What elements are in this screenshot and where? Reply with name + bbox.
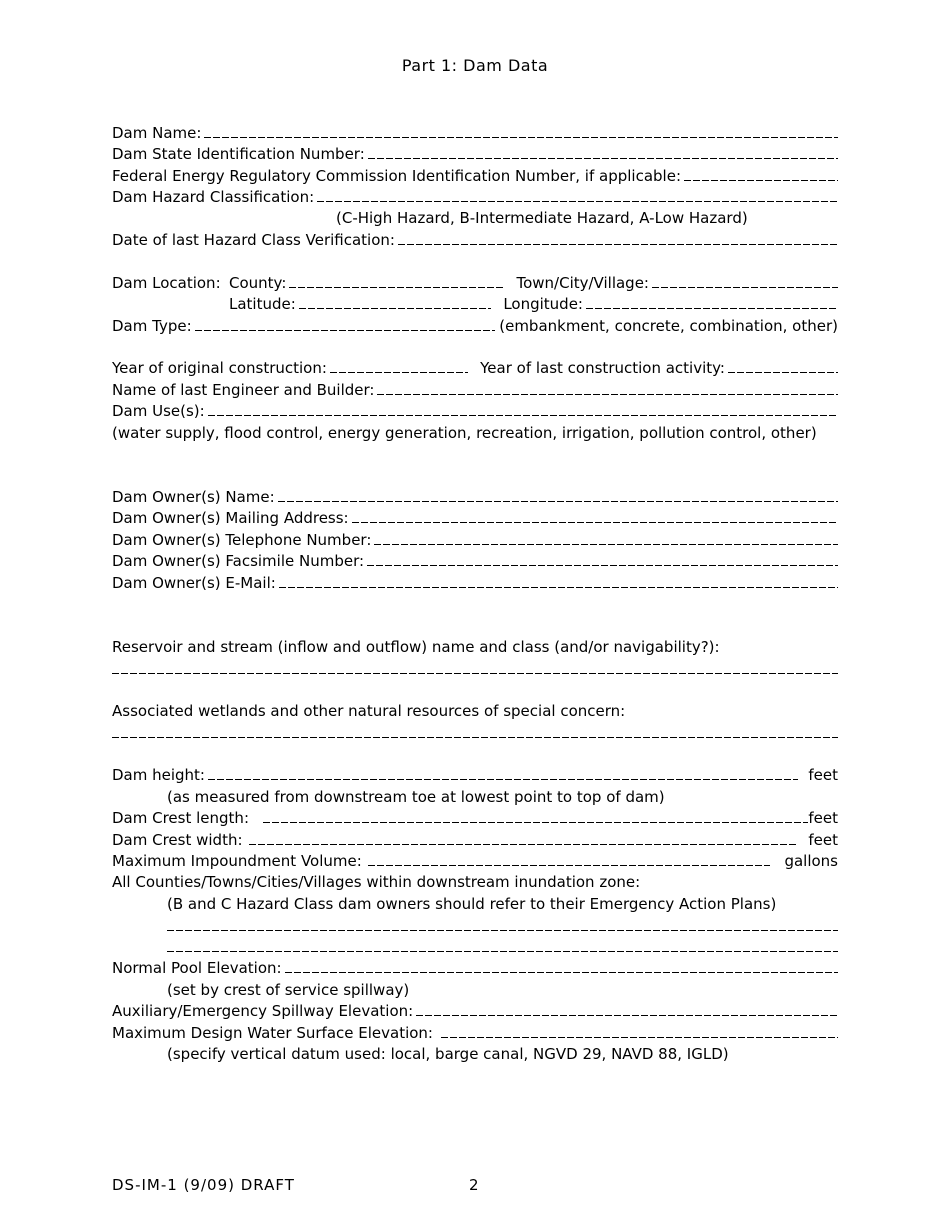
- county-label: County:: [229, 274, 287, 292]
- dam-height-row: [112, 762, 838, 784]
- dam-name-row: [112, 120, 838, 142]
- latitude-label: Latitude:: [229, 295, 296, 313]
- ferc-id-row: [112, 163, 838, 185]
- wetlands-answer-row: [112, 720, 838, 742]
- inundation-field-2[interactable]: [167, 939, 838, 952]
- county-field[interactable]: [289, 275, 504, 288]
- longitude-label: Longitude:: [503, 295, 583, 313]
- max-design-label: Maximum Design Water Surface Elevation:: [112, 1024, 433, 1042]
- year-last-label: Year of last construction activity:: [480, 359, 725, 377]
- dam-name-label: Dam Name:: [112, 124, 202, 142]
- hazard-class-label: Dam Hazard Classification:: [112, 188, 315, 206]
- owner-email-row: [112, 570, 838, 592]
- page-title: Part 1: Dam Data: [401, 56, 549, 75]
- max-design-row: [112, 1020, 838, 1042]
- coordinates-row: [112, 291, 838, 313]
- inundation-field-1[interactable]: [167, 918, 838, 931]
- wetlands-row: [112, 698, 838, 720]
- crest-width-unit: feet: [808, 831, 838, 849]
- town-field[interactable]: [652, 275, 838, 288]
- owner-fax-label: Dam Owner(s) Facsimile Number:: [112, 552, 365, 570]
- inundation-note-row: [167, 891, 838, 913]
- crest-length-row: [112, 805, 838, 827]
- state-id-row: [112, 141, 838, 163]
- inundation-answer-row-1: [167, 913, 838, 935]
- crest-width-row: [112, 827, 838, 849]
- owner-address-field[interactable]: [352, 510, 838, 523]
- engineer-label: Name of last Engineer and Builder:: [112, 381, 375, 399]
- inundation-note: (B and C Hazard Class dam owners should refer to their Emergency Action Plans): [167, 895, 777, 913]
- wetlands-label: Associated wetlands and other natural resources of special concern:: [112, 702, 626, 720]
- aux-spillway-field[interactable]: [416, 1003, 838, 1016]
- use-options-row: [112, 420, 838, 442]
- longitude-field[interactable]: [586, 296, 838, 309]
- crest-length-unit: feet: [808, 809, 838, 827]
- dam-type-label: Dam Type:: [112, 317, 192, 335]
- hazard-verification-row: [112, 227, 838, 249]
- reservoir-answer-row: [112, 656, 838, 678]
- latitude-field[interactable]: [299, 296, 492, 309]
- location-row: [112, 270, 838, 292]
- year-original-label: Year of original construction:: [112, 359, 327, 377]
- engineer-field[interactable]: [377, 382, 838, 395]
- pool-elevation-row: [112, 955, 838, 977]
- wetlands-field[interactable]: [112, 725, 838, 738]
- engineer-row: [112, 377, 838, 399]
- owner-phone-field[interactable]: [374, 532, 838, 545]
- owner-name-field[interactable]: [278, 489, 838, 502]
- hazard-verification-label: Date of last Hazard Class Verification:: [112, 231, 395, 249]
- pool-note: (set by crest of service spillway): [167, 981, 410, 999]
- ferc-id-field[interactable]: [684, 168, 838, 181]
- inundation-label: All Counties/Towns/Cities/Villages within downstream inundation zone:: [112, 873, 641, 891]
- datum-note: (specify vertical datum used: local, barge canal, NGVD 29, NAVD 88, IGLD): [167, 1045, 729, 1063]
- owner-name-row: [112, 484, 838, 506]
- max-design-field[interactable]: [441, 1025, 838, 1038]
- hazard-verification-field[interactable]: [398, 232, 838, 245]
- hazard-class-field[interactable]: [317, 189, 838, 202]
- dam-type-row: [112, 313, 838, 335]
- owner-address-row: [112, 505, 838, 527]
- inundation-answer-row-2: [167, 934, 838, 956]
- page-number: 2: [469, 1176, 480, 1194]
- pool-note-row: [167, 977, 838, 999]
- year-last-field[interactable]: [728, 360, 838, 373]
- location-label: Dam Location:: [112, 274, 221, 292]
- owner-phone-label: Dam Owner(s) Telephone Number:: [112, 531, 372, 549]
- dam-use-row: [112, 398, 838, 420]
- aux-spillway-row: [112, 998, 838, 1020]
- dam-use-field[interactable]: [208, 403, 838, 416]
- dam-height-unit: feet: [808, 766, 838, 784]
- construction-years-row: [112, 355, 838, 377]
- owner-email-label: Dam Owner(s) E-Mail:: [112, 574, 276, 592]
- owner-email-field[interactable]: [279, 575, 838, 588]
- ferc-id-label: Federal Energy Regulatory Commission Identification Number, if applicable:: [112, 167, 681, 185]
- crest-length-label: Dam Crest length:: [112, 809, 249, 827]
- height-note-row: [167, 784, 838, 806]
- year-original-field[interactable]: [330, 360, 468, 373]
- height-note: (as measured from downstream toe at lowest point to top of dam): [167, 788, 665, 806]
- form-id: DS-IM-1 (9/09) DRAFT: [112, 1176, 295, 1194]
- town-label: Town/City/Village:: [516, 274, 649, 292]
- use-options-note: (water supply, flood control, energy generation, recreation, irrigation, pollution control, other): [112, 424, 817, 442]
- dam-use-label: Dam Use(s):: [112, 402, 205, 420]
- owner-address-label: Dam Owner(s) Mailing Address:: [112, 509, 349, 527]
- crest-width-label: Dam Crest width:: [112, 831, 243, 849]
- pool-elevation-field[interactable]: [285, 960, 838, 973]
- dam-name-field[interactable]: [204, 125, 838, 138]
- crest-width-field[interactable]: [249, 832, 799, 845]
- reservoir-field[interactable]: [112, 661, 838, 674]
- hazard-options-row: [336, 205, 838, 227]
- state-id-label: Dam State Identification Number:: [112, 145, 365, 163]
- owner-phone-row: [112, 527, 838, 549]
- impoundment-label: Maximum Impoundment Volume:: [112, 852, 362, 870]
- owner-name-label: Dam Owner(s) Name:: [112, 488, 275, 506]
- dam-type-options: (embankment, concrete, combination, other): [499, 317, 838, 335]
- impoundment-unit: gallons: [784, 852, 838, 870]
- inundation-row: [112, 869, 838, 891]
- state-id-field[interactable]: [368, 146, 838, 159]
- dam-height-field[interactable]: [208, 767, 798, 780]
- dam-type-field[interactable]: [195, 318, 496, 331]
- pool-elevation-label: Normal Pool Elevation:: [112, 959, 282, 977]
- dam-height-label: Dam height:: [112, 766, 205, 784]
- hazard-options-note: (C-High Hazard, B-Intermediate Hazard, A-Low Hazard): [336, 209, 748, 227]
- datum-note-row: [167, 1041, 838, 1063]
- hazard-class-row: [112, 184, 838, 206]
- reservoir-row: [112, 634, 838, 656]
- crest-length-field[interactable]: [263, 810, 808, 823]
- aux-spillway-label: Auxiliary/Emergency Spillway Elevation:: [112, 1002, 414, 1020]
- impoundment-row: [112, 848, 838, 870]
- impoundment-field[interactable]: [368, 853, 771, 866]
- reservoir-label: Reservoir and stream (inflow and outflow) name and class (and/or navigability?):: [112, 638, 720, 656]
- owner-fax-row: [112, 548, 838, 570]
- owner-fax-field[interactable]: [367, 553, 838, 566]
